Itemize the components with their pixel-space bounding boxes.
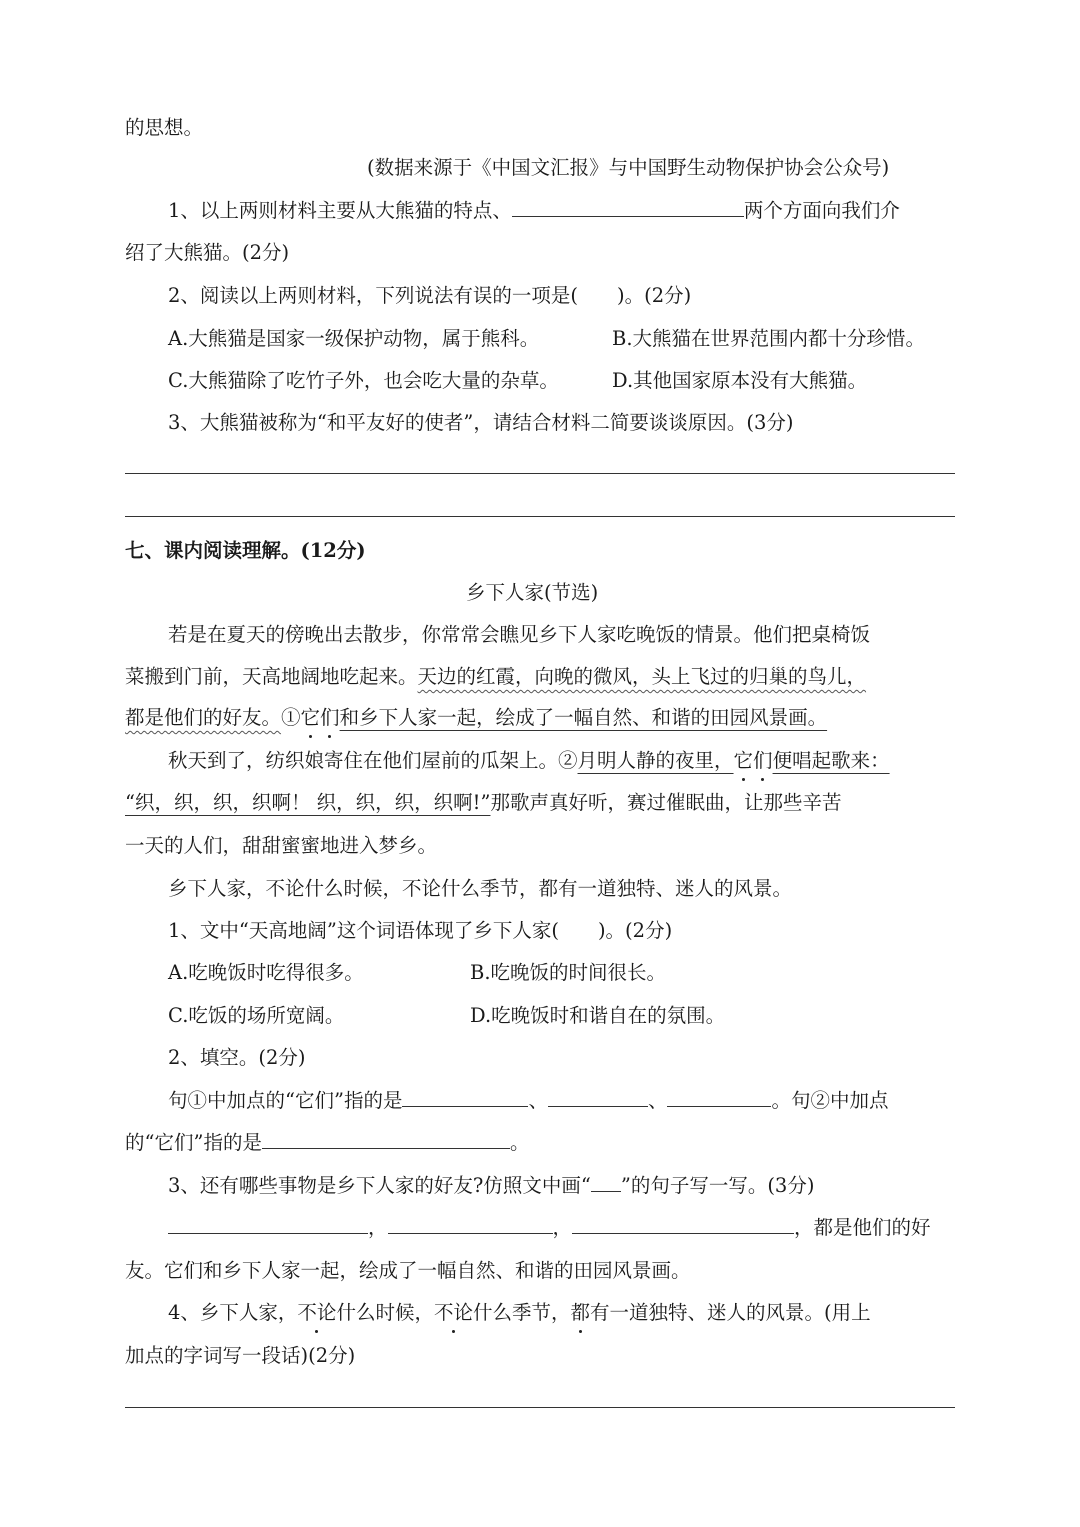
question-text: 。句②中加点	[771, 1089, 889, 1112]
separator: 、	[528, 1089, 548, 1112]
question-text: 4、乡下人家，	[168, 1301, 298, 1324]
answer-blank[interactable]	[388, 1215, 553, 1234]
underlined-text: 月明人静的夜里，	[577, 749, 734, 772]
dotted-char: 们	[320, 706, 340, 729]
dotted-word: 不论	[297, 1301, 337, 1324]
answer-line[interactable]	[125, 516, 955, 517]
fill-line	[168, 1215, 931, 1241]
passage-text: 秋天到了，纺织娘寄住在他们屋前的瓜架上。②	[168, 749, 578, 772]
passage-line	[168, 748, 890, 774]
question-text: ，都是他们的好	[794, 1216, 931, 1239]
answer-blank[interactable]	[168, 1215, 368, 1234]
answer-blank[interactable]	[548, 1088, 648, 1107]
passage-text: 菜搬到门前，天高地阔地吃起来。	[125, 665, 418, 688]
answer-line[interactable]	[125, 473, 955, 474]
dotted-char: 它	[300, 706, 321, 729]
passage-line	[125, 705, 827, 731]
question-text: ”的句子写一写。(3分)	[620, 1174, 815, 1197]
question-text: 的“它们”指的是	[125, 1131, 262, 1154]
dotted-char: 们	[753, 749, 773, 772]
option-c: C.吃饭的场所宽阔。	[168, 1004, 345, 1027]
option-c: C.大熊猫除了吃竹子外，也会吃大量的杂草。	[168, 369, 559, 392]
passage-line	[125, 664, 866, 690]
dotted-word: 不论	[433, 1301, 473, 1324]
wavy-underlined-text: 天边的红霞，向晚的微风，头上飞过的归巢的鸟儿，	[417, 665, 867, 688]
passage-line	[125, 790, 842, 816]
option-d: D.吃晚饭时和谐自在的氛围。	[470, 1004, 726, 1027]
separator: ，	[368, 1216, 388, 1239]
question-2: 2、阅读以上两则材料，下列说法有误的一项是( )。(2分)	[168, 284, 692, 307]
question-text: 两个方面向我们介	[743, 199, 900, 222]
question-2: 2、填空。(2分)	[168, 1046, 306, 1069]
question-text: 什么季节，	[472, 1301, 571, 1324]
answer-blank[interactable]	[262, 1130, 510, 1149]
separator: ，	[552, 1216, 573, 1239]
question-3	[168, 1173, 814, 1199]
question-text: 友。它们和乡下人家一起，绘成了一幅自然、和谐的田园风景画。	[125, 1259, 691, 1282]
underlined-text: 和乡下人家一起，绘成了一幅自然、和谐的田园风景画。	[339, 706, 828, 729]
option-b: B.大熊猫在世界范围内都十分珍惜。	[612, 327, 926, 350]
answer-blank[interactable]	[667, 1088, 771, 1107]
question-text: 句①中加点的“它们”指的是	[168, 1089, 403, 1112]
passage-line: 若是在夏天的傍晚出去散步，你常常会瞧见乡下人家吃晚饭的情景。他们把桌椅饭	[168, 623, 871, 646]
dotted-word: 都	[570, 1301, 590, 1324]
question-1	[168, 198, 900, 224]
question-text: 有一道独特、迷人的风景。(用上	[590, 1301, 871, 1324]
section-heading: 七、课内阅读理解。(12分)	[125, 539, 366, 562]
passage-line: 乡下人家，不论什么时候，不论什么季节，都有一道独特、迷人的风景。	[168, 877, 793, 900]
underlined-text: 便唱起歌来：	[772, 749, 890, 772]
sample-underline	[591, 1173, 621, 1192]
question-text: 绍了大熊猫。(2分)	[125, 241, 290, 264]
question-text: 3、还有哪些事物是乡下人家的好友?仿照文中画“	[168, 1174, 591, 1197]
passage-title: 乡下人家(节选)	[466, 581, 599, 604]
underlined-text: “织，织，织，织啊！ 织，织，织，织啊!”	[125, 791, 491, 814]
option-b: B.吃晚饭的时间很长。	[470, 961, 667, 984]
passage-line: 一天的人们，甜甜蜜蜜地进入梦乡。	[125, 834, 438, 857]
separator: 、	[647, 1089, 668, 1112]
question-text: 1、以上两则材料主要从大熊猫的特点、	[168, 199, 512, 222]
question-3: 3、大熊猫被称为“和平友好的使者”，请结合材料二简要谈谈原因。(3分)	[168, 411, 794, 434]
question-text: 加点的字词写一段话)(2分)	[125, 1344, 356, 1367]
dotted-char: 它	[733, 749, 754, 772]
text-line: 的思想。	[125, 116, 204, 139]
underlined-sentence-2	[578, 749, 890, 772]
fill-line	[168, 1088, 889, 1114]
wavy-underlined-text: 都是他们的好友。	[125, 706, 282, 729]
option-d: D.其他国家原本没有大熊猫。	[612, 369, 868, 392]
question-text: 。	[509, 1131, 530, 1154]
question-text: 什么时候，	[336, 1301, 434, 1324]
question-4	[168, 1300, 871, 1326]
option-a: A.大熊猫是国家一级保护动物，属于熊科。	[168, 327, 540, 350]
option-a: A.吃晚饭时吃得很多。	[168, 961, 364, 984]
source-citation: (数据来源于《中国文汇报》与中国野生动物保护协会公众号)	[367, 156, 890, 179]
fill-line	[125, 1130, 529, 1156]
underlined-sentence-1	[301, 706, 828, 729]
passage-text: 那歌声真好听，赛过催眠曲，让那些辛苦	[490, 791, 842, 814]
answer-blank[interactable]	[402, 1088, 528, 1107]
answer-blank[interactable]	[512, 198, 744, 217]
marker-1: ①	[281, 706, 301, 729]
answer-blank[interactable]	[572, 1215, 794, 1234]
question-1: 1、文中“天高地阔”这个词语体现了乡下人家( )。(2分)	[168, 919, 673, 942]
answer-line[interactable]	[125, 1407, 955, 1408]
